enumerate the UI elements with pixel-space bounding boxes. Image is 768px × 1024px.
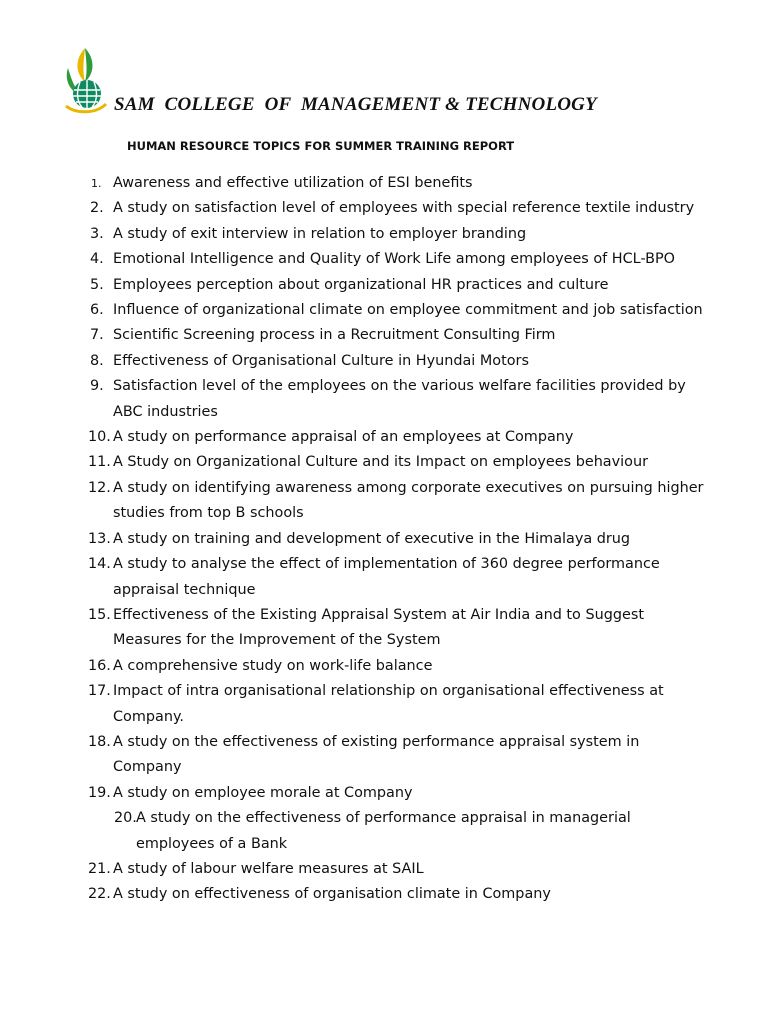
topic-item [0, 882, 768, 907]
topic-text: A study on effectiveness of organisation climate in Company [113, 886, 551, 903]
topic-item [0, 527, 768, 552]
topic-item [0, 679, 768, 730]
topic-text: A study to analyse the effect of implementation of 360 degree performance appraisal technique [113, 556, 660, 598]
topic-text: A study on satisfaction level of employees with special reference textile industry [113, 200, 695, 217]
topic-number: 17. [88, 683, 111, 700]
topic-number: 15. [88, 606, 111, 623]
topic-text: Awareness and effective utilization of ESI benefits [113, 175, 473, 191]
topic-number: 4. [90, 251, 104, 268]
topic-text: A study on the effectiveness of performance appraisal in managerial employees of a Bank [136, 810, 631, 852]
topic-item [0, 450, 768, 475]
topic-text: A comprehensive study on work-life balance [113, 657, 433, 674]
document-subtitle: HUMAN RESOURCE TOPICS FOR SUMMER TRAINING REPORT [127, 139, 515, 153]
topic-number: 8. [90, 352, 104, 369]
topic-number: 9. [90, 378, 104, 395]
topic-number: 10. [88, 429, 111, 446]
topic-text: Effectiveness of the Existing Appraisal System at Air India and to Suggest Measures for the Improvement of the System [113, 606, 644, 649]
topic-item [0, 654, 768, 679]
topic-number: 3. [90, 225, 104, 242]
topic-number: 5. [90, 276, 104, 293]
topic-number: 18. [88, 733, 111, 750]
topic-number: 14. [88, 556, 111, 573]
topic-item [0, 857, 768, 882]
topic-text: A study on employee morale at Company [113, 784, 413, 801]
topic-item [0, 323, 768, 348]
topic-item [0, 603, 768, 654]
topic-item [0, 298, 768, 323]
topic-text: A Study on Organizational Culture and its Impact on employees behaviour [113, 454, 648, 471]
topic-text: Influence of organizational climate on employee commitment and job satisfaction [113, 302, 703, 319]
topic-item [0, 349, 768, 374]
topic-item [0, 196, 768, 221]
topic-text: Emotional Intelligence and Quality of Work Life among employees of HCL-BPO [113, 251, 675, 268]
topic-item [0, 781, 768, 806]
topic-list [0, 171, 768, 908]
topic-item [0, 273, 768, 298]
topic-text: A study on training and development of executive in the Himalaya drug [113, 530, 631, 547]
topic-item [0, 222, 768, 247]
topic-number: 11. [88, 454, 111, 471]
topic-number: 2. [90, 200, 104, 217]
college-logo-icon [62, 46, 108, 114]
topic-number: 6. [90, 302, 104, 319]
topic-number: 16. [88, 657, 111, 674]
topic-number: 21. [88, 860, 111, 877]
topic-number: 1. [91, 177, 102, 190]
topic-item [0, 171, 768, 196]
topic-item [0, 425, 768, 450]
topic-item [0, 806, 768, 857]
topic-text: A study on performance appraisal of an employees at Company [113, 429, 574, 446]
topic-item [0, 247, 768, 272]
topic-text: Effectiveness of Organisational Culture in Hyundai Motors [113, 352, 529, 369]
topic-text: A study on identifying awareness among corporate executives on pursuing higher studies from top B schools [113, 479, 704, 522]
topic-item [0, 730, 768, 781]
topic-number: 7. [90, 327, 104, 344]
topic-text: A study of labour welfare measures at SAIL [113, 860, 424, 877]
topic-number: 12. [88, 479, 111, 496]
college-name: SAM COLLEGE OF MANAGEMENT & TECHNOLOGY [114, 94, 597, 115]
topic-number: 13. [88, 530, 111, 547]
topic-text: A study of exit interview in relation to employer branding [113, 225, 527, 242]
topic-text: Satisfaction level of the employees on the various welfare facilities provided by ABC industries [113, 378, 686, 420]
topic-item [0, 552, 768, 603]
topic-number: 22. [88, 886, 111, 903]
topic-item [0, 476, 768, 527]
topic-number: 19. [88, 784, 111, 801]
topic-text: Employees perception about organizational HR practices and culture [113, 276, 609, 293]
topic-text: Scientific Screening process in a Recruitment Consulting Firm [113, 327, 556, 344]
topic-text: Impact of intra organisational relationship on organisational effectiveness at Company. [113, 683, 664, 725]
topic-number: 20. [114, 810, 137, 827]
topic-text: A study on the effectiveness of existing performance appraisal system in Company [113, 733, 640, 776]
topic-item [0, 374, 768, 425]
